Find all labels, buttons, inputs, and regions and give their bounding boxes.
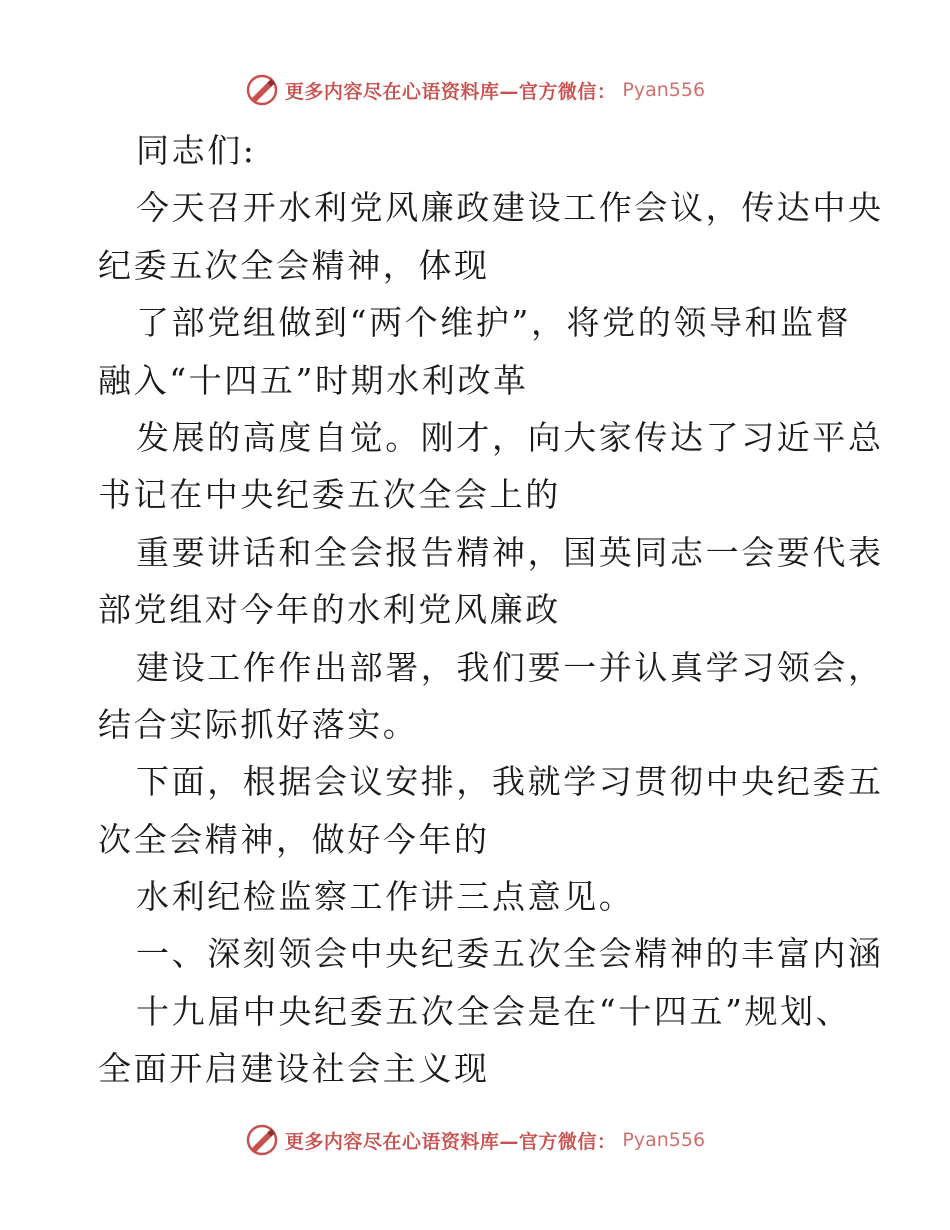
paragraph-line: 发展的高度自觉。刚才，向大家传达了习近平总 (136, 417, 884, 457)
header-watermark (0, 72, 950, 108)
watermark-wechat-id: Pyan556 (622, 1129, 706, 1151)
paragraph-line: 重要讲话和全会报告精神，国英同志一会要代表 (136, 532, 884, 572)
footer-watermark (0, 1122, 950, 1158)
paragraph-line: 水利纪检监察工作讲三点意见。 (136, 877, 635, 917)
pen-logo-icon (245, 1123, 279, 1157)
paragraph-line: 一、深刻领会中央纪委五次全会精神的丰富内涵 (136, 934, 884, 974)
paragraph-line: 结合实际抓好落实。 (98, 704, 419, 744)
paragraph-line: 纪委五次全会精神，体现 (98, 245, 490, 285)
paragraph-line: 下面，根据会议安排，我就学习贯彻中央纪委五 (136, 762, 884, 802)
watermark-brand-text: 更多内容尽在心语资料库—官方微信： (284, 80, 617, 103)
paragraph-line: 书记在中央纪委五次全会上的 (98, 475, 561, 515)
paragraph-line: 同志们: (136, 131, 257, 170)
pen-logo-icon (245, 73, 279, 107)
paragraph-line: 建设工作作出部署，我们要一并认真学习领会， (136, 647, 884, 687)
watermark-brand-text: 更多内容尽在心语资料库—官方微信： (284, 1130, 617, 1153)
document-body (98, 122, 884, 1098)
paragraph-line: 次全会精神，做好今年的 (98, 819, 490, 859)
paragraph-line: 今天召开水利党风廉政建设工作会议，传达中央 (136, 188, 884, 228)
paragraph-line: 十九届中央纪委五次全会是在“十四五”规划、 (136, 991, 852, 1031)
paragraph-line: 部党组对今年的水利党风廉政 (98, 590, 561, 630)
paragraph-line: 了部党组做到“两个维护”，将党的领导和监督 (136, 303, 852, 343)
watermark-wechat-id: Pyan556 (622, 79, 706, 101)
paragraph-line: 融入“十四五”时期水利改革 (98, 360, 529, 400)
paragraph-line: 全面开启建设社会主义现 (98, 1049, 490, 1089)
